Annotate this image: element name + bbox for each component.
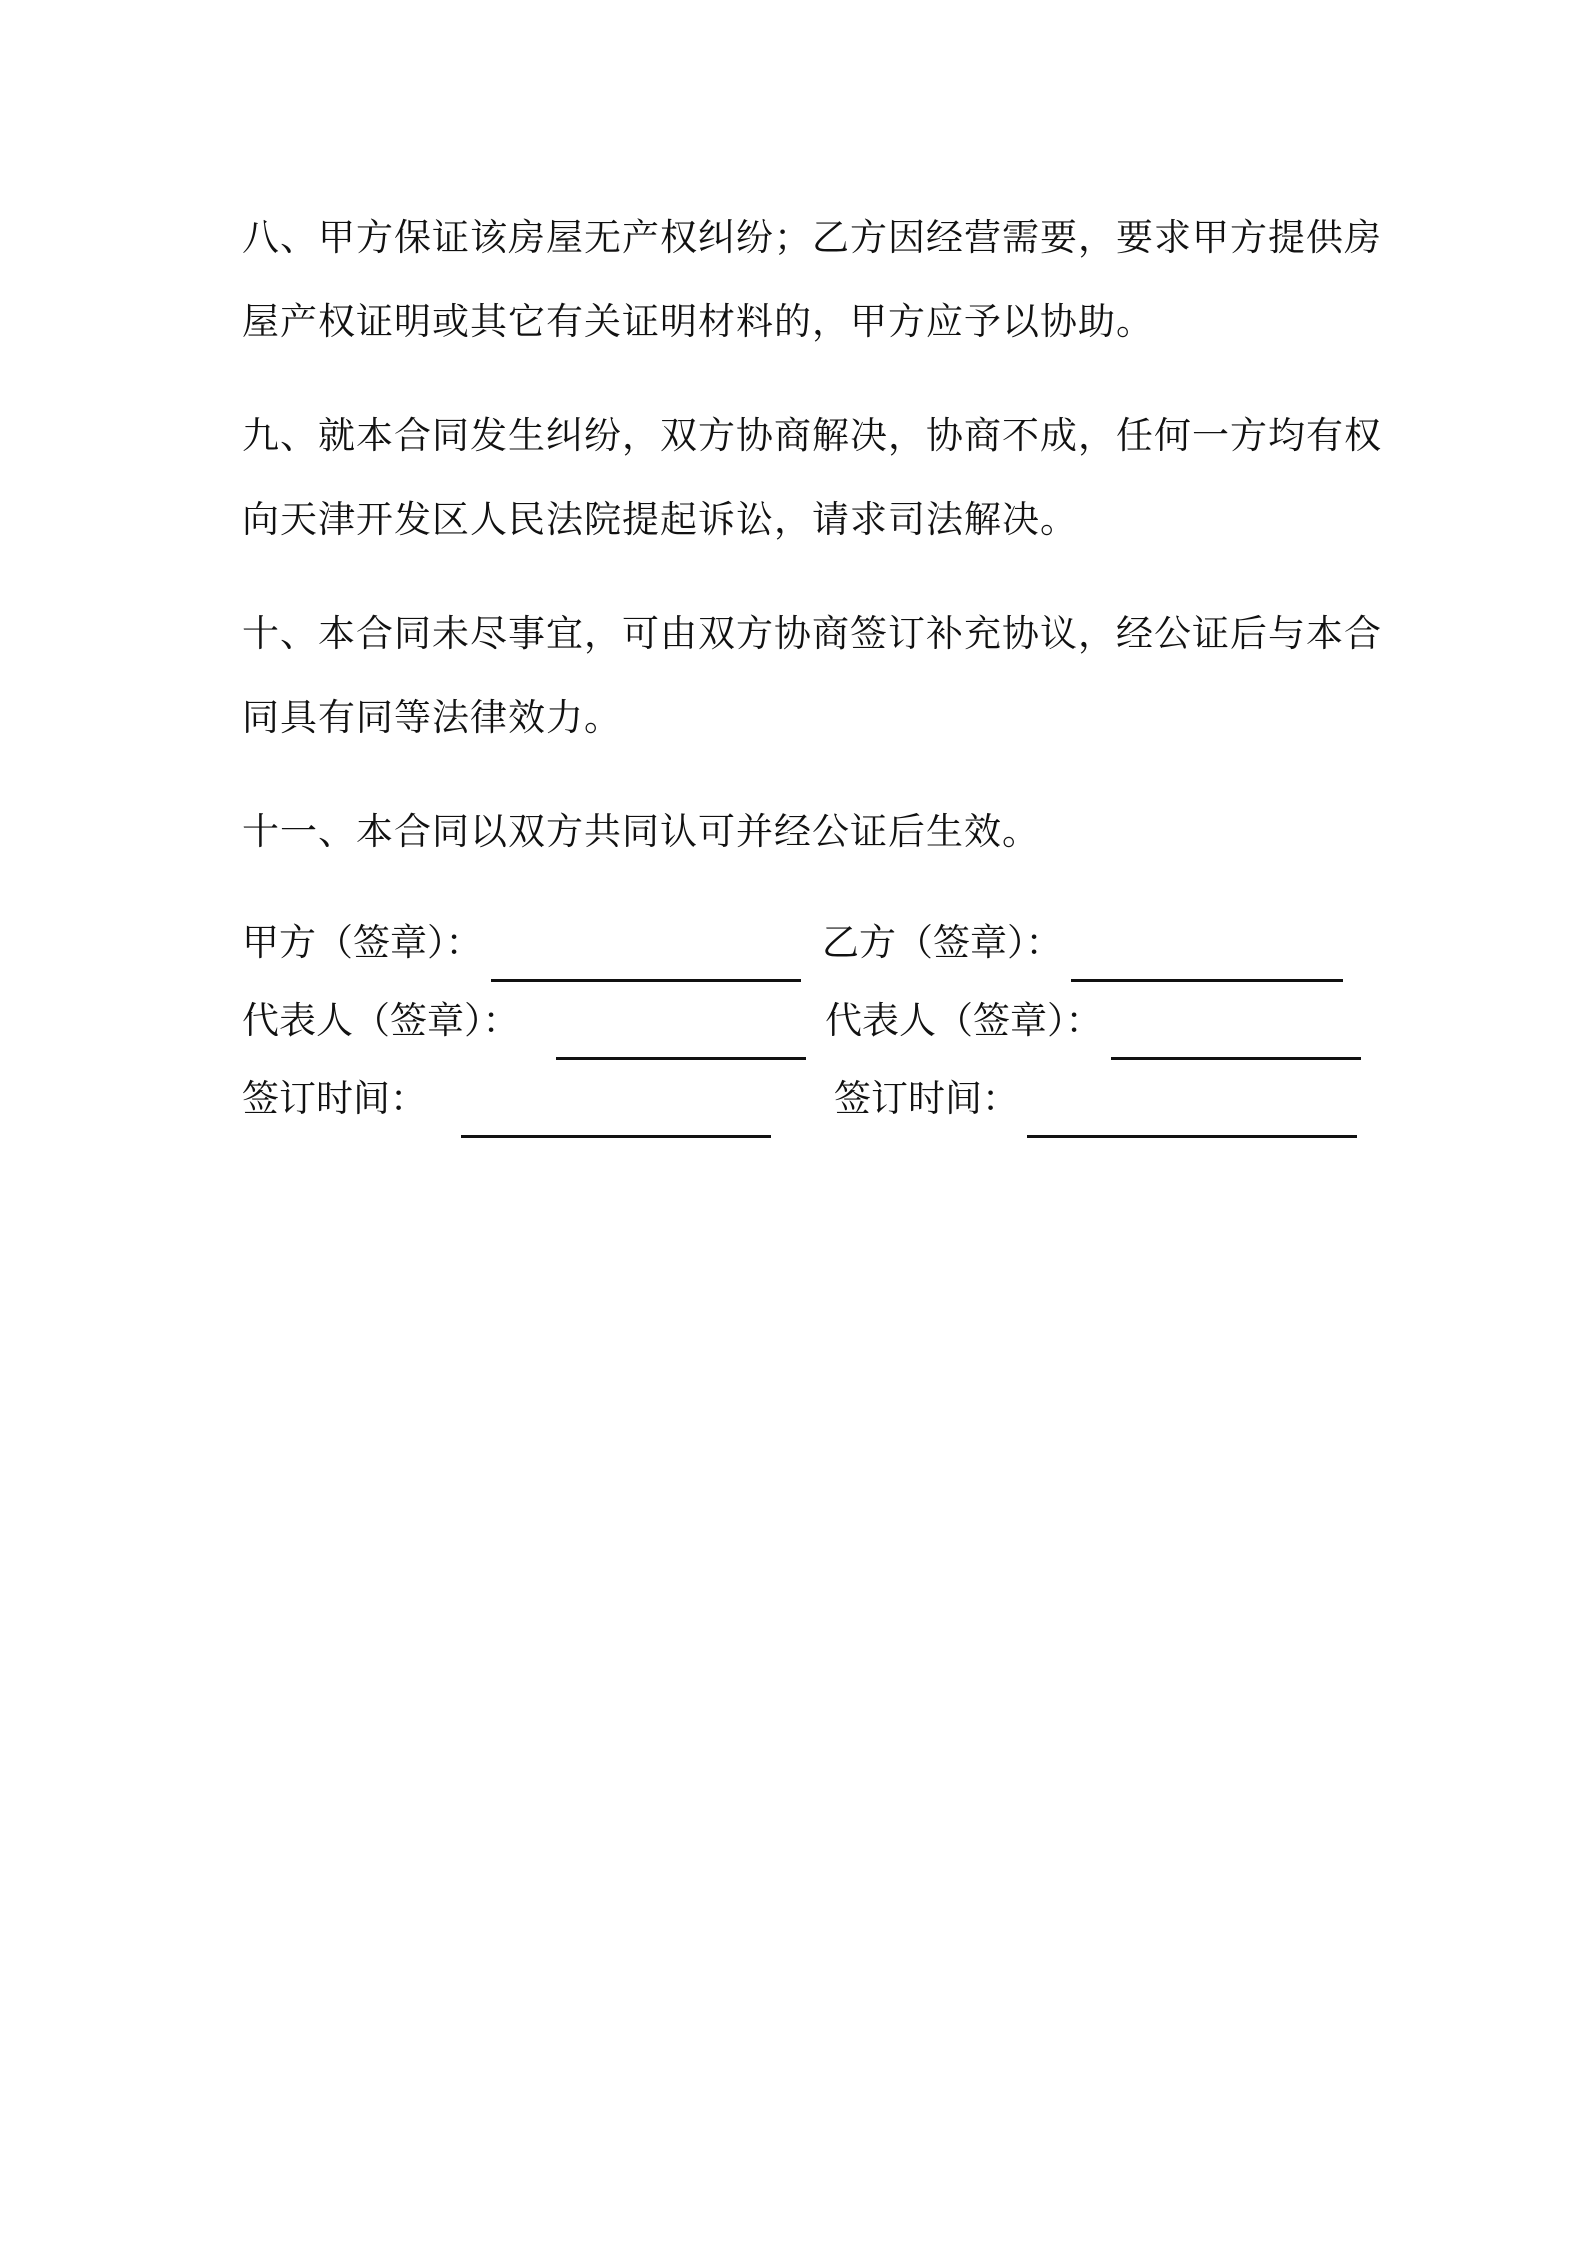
signature-row-party <box>242 904 1354 982</box>
rep-a-signature-line[interactable] <box>556 999 806 1060</box>
date-b-label: 签订时间： <box>834 1077 1019 1120</box>
clause-line: 向天津开发区人民法院提起诉讼，请求司法解决。 <box>242 498 1078 541</box>
clause-11 <box>242 790 1354 874</box>
signature-row-date <box>242 1060 1354 1138</box>
party-b-label: 乙方（签章）： <box>822 921 1063 964</box>
clause-line: 十一、本合同以双方共同认可并经公证后生效。 <box>242 810 1040 853</box>
clause-8 <box>242 196 1382 364</box>
date-b-field <box>834 1060 1357 1138</box>
date-a-signature-line[interactable] <box>461 1077 771 1138</box>
rep-a-label: 代表人（签章）： <box>242 999 520 1042</box>
rep-b-signature-line[interactable] <box>1111 999 1361 1060</box>
clause-line: 同具有同等法律效力。 <box>242 696 622 739</box>
date-a-field <box>242 1060 771 1138</box>
party-a-signature <box>242 904 801 982</box>
clause-line: 屋产权证明或其它有关证明材料的，甲方应予以协助。 <box>242 300 1154 343</box>
date-b-signature-line[interactable] <box>1027 1077 1357 1138</box>
clause-9 <box>242 394 1382 562</box>
rep-a-signature <box>242 982 806 1060</box>
document-body <box>242 196 1382 1138</box>
party-b-signature-line[interactable] <box>1071 921 1343 982</box>
party-a-signature-line[interactable] <box>491 921 801 982</box>
date-a-label: 签订时间： <box>242 1077 427 1120</box>
party-a-label: 甲方（签章）： <box>242 921 483 964</box>
rep-b-signature <box>825 982 1361 1060</box>
rep-b-label: 代表人（签章）： <box>825 999 1103 1042</box>
signature-row-representative <box>242 982 1354 1060</box>
party-b-signature <box>822 904 1343 982</box>
clause-line: 十、本合同未尽事宜，可由双方协商签订补充协议，经公证后与本合 <box>242 612 1382 655</box>
signature-block <box>242 904 1354 1138</box>
clause-line: 八、甲方保证该房屋无产权纠纷；乙方因经营需要，要求甲方提供房 <box>242 216 1382 259</box>
clause-10 <box>242 592 1382 760</box>
clause-line: 九、就本合同发生纠纷，双方协商解决，协商不成，任何一方均有权 <box>242 414 1382 457</box>
